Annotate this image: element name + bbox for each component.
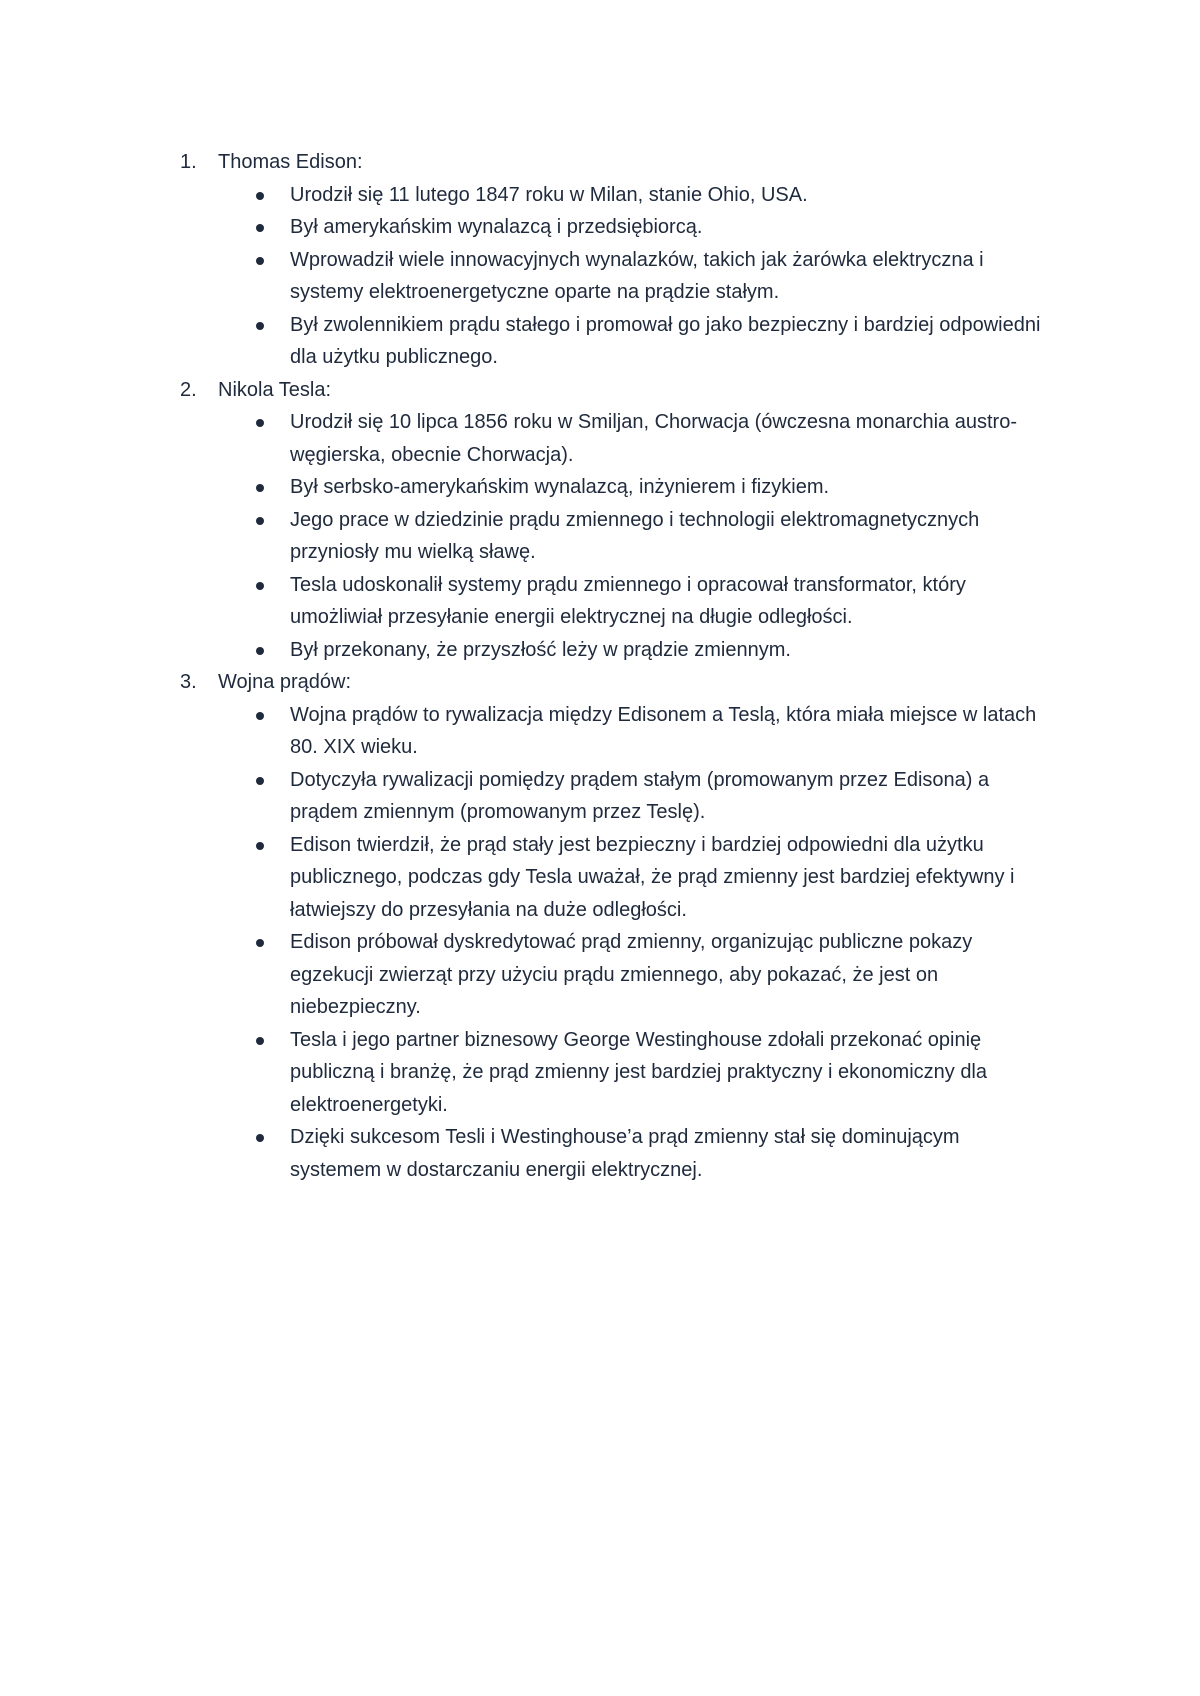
bullet-text: Urodził się 11 lutego 1847 roku w Milan, stanie Ohio, USA. bbox=[290, 183, 808, 206]
bullet-icon bbox=[256, 517, 264, 525]
bullet-icon bbox=[256, 939, 264, 947]
section-title: Nikola Tesla: bbox=[218, 378, 332, 401]
bullet-item bbox=[256, 1024, 1050, 1122]
bullet-text: Wojna prądów to rywalizacja między Edisonem a Teslą, która miała miejsce w latach 80. XIX wieku. bbox=[290, 703, 1037, 758]
section-item bbox=[180, 146, 1080, 374]
bullet-list bbox=[180, 179, 1080, 374]
bullet-item bbox=[256, 699, 1050, 764]
bullet-text: Edison próbował dyskredytować prąd zmienny, organizując publiczne pokazy egzekucji zwierząt przy użyciu prądu zmiennego, aby pokazać, że jest on niebezpieczny. bbox=[290, 931, 973, 1018]
bullet-icon bbox=[256, 257, 264, 265]
bullet-text: Tesla i jego partner biznesowy George Westinghouse zdołali przekonać opinię publiczną i branżę, że prąd zmienny jest bardziej praktyczny i ekonomiczny dla elektroenergetyki. bbox=[290, 1028, 988, 1116]
bullet-text: Był przekonany, że przyszłość leży w prądzie zmiennym. bbox=[290, 638, 791, 661]
bullet-text: Jego prace w dziedzinie prądu zmiennego i technologii elektromagnetycznych przyniosły mu wielką sławę. bbox=[290, 508, 980, 563]
bullet-icon bbox=[256, 842, 264, 850]
bullet-item bbox=[256, 569, 1050, 634]
numbered-list bbox=[180, 146, 1080, 1186]
bullet-item bbox=[256, 244, 1050, 309]
bullet-icon bbox=[256, 1037, 264, 1045]
section-title: Thomas Edison: bbox=[218, 151, 363, 173]
section-number: 3. bbox=[180, 671, 197, 693]
bullet-text: Był zwolennikiem prądu stałego i promował go jako bezpieczny i bardziej odpowiedni dla użytku publicznego. bbox=[290, 313, 1041, 368]
bullet-text: Dzięki sukcesom Tesli i Westinghouse’a prąd zmienny stał się dominującym systemem w dostarczaniu energii elektrycznej. bbox=[290, 1126, 960, 1181]
bullet-item bbox=[256, 179, 1050, 212]
bullet-item bbox=[256, 406, 1050, 471]
bullet-item bbox=[256, 926, 1050, 1024]
bullet-text: Był serbsko-amerykańskim wynalazcą, inżynierem i fizykiem. bbox=[290, 476, 830, 498]
bullet-item bbox=[256, 471, 1050, 504]
bullet-icon bbox=[256, 224, 264, 232]
section-title: Wojna prądów: bbox=[218, 671, 352, 693]
section-number: 1. bbox=[180, 151, 197, 173]
section-number: 2. bbox=[180, 378, 197, 401]
bullet-text: Edison twierdził, że prąd stały jest bezpieczny i bardziej odpowiedni dla użytku publicznego, podczas gdy Tesla uważał, że prąd zmienny jest bardziej efektywny i łatwiejszy do przesyłania na duże odległości. bbox=[290, 833, 1015, 921]
bullet-item bbox=[256, 1121, 1050, 1186]
bullet-icon bbox=[256, 322, 264, 330]
bullet-item bbox=[256, 504, 1050, 569]
bullet-item bbox=[256, 634, 1050, 667]
bullet-icon bbox=[256, 777, 264, 785]
bullet-icon bbox=[256, 1134, 264, 1142]
bullet-text: Wprowadził wiele innowacyjnych wynalazków, takich jak żarówka elektryczna i systemy elektroenergetyczne oparte na prądzie stałym. bbox=[290, 248, 984, 303]
bullet-list bbox=[180, 699, 1080, 1187]
bullet-item bbox=[256, 764, 1050, 829]
document-body bbox=[180, 146, 1080, 1186]
section-item bbox=[180, 666, 1080, 1186]
bullet-text: Dotyczyła rywalizacji pomiędzy prądem stałym (promowanym przez Edisona) a prądem zmiennym (promowanym przez Teslę). bbox=[290, 768, 990, 823]
bullet-icon bbox=[256, 712, 264, 720]
bullet-icon bbox=[256, 582, 264, 590]
bullet-list bbox=[180, 406, 1080, 666]
section-heading bbox=[180, 666, 1080, 699]
section-heading bbox=[180, 146, 1080, 179]
bullet-icon bbox=[256, 192, 264, 200]
bullet-icon bbox=[256, 419, 264, 427]
bullet-text: Był amerykańskim wynalazcą i przedsiębiorcą. bbox=[290, 216, 703, 238]
bullet-item bbox=[256, 829, 1050, 927]
bullet-text: Tesla udoskonalił systemy prądu zmiennego i opracował transformator, który umożliwiał przesyłanie energii elektrycznej na długie odległości. bbox=[290, 573, 966, 628]
bullet-icon bbox=[256, 647, 264, 655]
section-item bbox=[180, 374, 1080, 667]
bullet-item bbox=[256, 309, 1050, 374]
bullet-item bbox=[256, 211, 1050, 244]
bullet-icon bbox=[256, 484, 264, 492]
section-heading bbox=[180, 374, 1080, 407]
bullet-text: Urodził się 10 lipca 1856 roku w Smiljan, Chorwacja (ówczesna monarchia austro-węgierska, obecnie Chorwacja). bbox=[290, 411, 1017, 466]
